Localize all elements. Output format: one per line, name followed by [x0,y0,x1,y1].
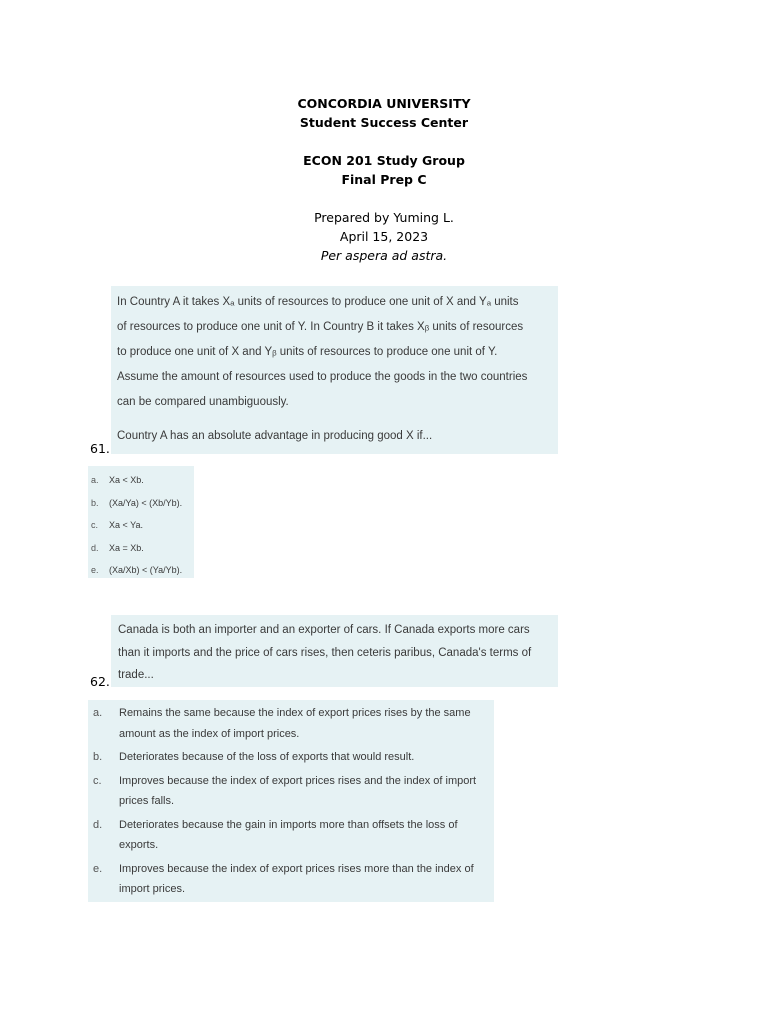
option-label: a. [91,475,99,486]
prepared-by: Prepared by Yuming L. [314,210,454,225]
q61-option-b[interactable] [88,492,194,515]
option-label: a. [93,707,103,719]
question-61-number: 61. [90,441,110,456]
document-date: April 15, 2023 [339,229,429,244]
question-62-stem [111,615,558,687]
q62-option-a[interactable] [88,703,494,744]
question-61-options [88,466,194,578]
option-text: Remains the same because the index of export prices rises by the same amount as the index of import prices. [119,707,471,740]
q62-line: Canada is both an importer and an exporter of cars. If Canada exports more cars [118,624,530,636]
option-label: e. [91,565,99,576]
q61-option-d[interactable] [88,537,194,560]
q61-option-c[interactable] [88,514,194,537]
option-text: Improves because the index of export prices rises and the index of import prices falls. [119,774,477,807]
option-text: (Xa/Xb) < (Ya/Yb). [109,565,183,576]
q62-option-c[interactable] [88,771,494,812]
option-text: Xa < Ya. [109,520,143,531]
q62-option-d[interactable] [88,815,494,856]
question-61-stem [111,286,558,454]
option-label: c. [93,774,102,787]
option-text: Deteriorates because of the loss of exports that would result. [119,751,415,763]
option-text: Xa < Xb. [109,475,144,486]
q61-prompt: Country A has an absolute advantage in producing good X if... [117,430,433,442]
course-title: ECON 201 Study Group [303,153,465,168]
q62-line: than it imports and the price of cars rises, then ceteris paribus, Canada's terms of [118,646,532,659]
university-name: CONCORDIA UNIVERSITY [297,96,471,111]
option-label: b. [91,497,99,508]
exam-title: Final Prep C [341,172,427,187]
q62-line: trade... [118,669,154,681]
q62-option-b[interactable] [88,747,494,768]
document-header [0,94,768,265]
q61-line: In Country A it takes Xₐ units of resources to produce one unit of X and Yₐ units [117,296,519,308]
q61-line: to produce one unit of X and Yᵦ units of resources to produce one unit of Y. [117,346,498,358]
question-62-number: 62. [90,674,110,689]
option-label: c. [91,520,99,531]
option-text: Deteriorates because the gain in imports more than offsets the loss of exports. [119,818,458,851]
option-label: d. [91,542,99,553]
option-text: Improves because the index of export prices rises more than the index of import prices. [119,862,474,895]
option-label: b. [93,751,103,763]
q61-line: of resources to produce one unit of Y. In Country B it takes Xᵦ units of resources [117,321,524,333]
option-text: Xa = Xb. [109,542,144,553]
option-label: e. [93,862,103,875]
option-label: d. [93,818,103,831]
q62-option-e[interactable] [88,859,494,900]
motto: Per aspera ad astra. [320,248,448,263]
option-text: (Xa/Ya) < (Xb/Yb). [109,497,183,508]
center-name: Student Success Center [299,115,469,130]
q61-option-e[interactable] [88,559,194,582]
question-62-options [88,700,494,902]
q61-line: Assume the amount of resources used to produce the goods in the two countries [117,371,528,383]
q61-line: can be compared unambiguously. [117,396,289,408]
q61-option-a[interactable] [88,469,194,492]
